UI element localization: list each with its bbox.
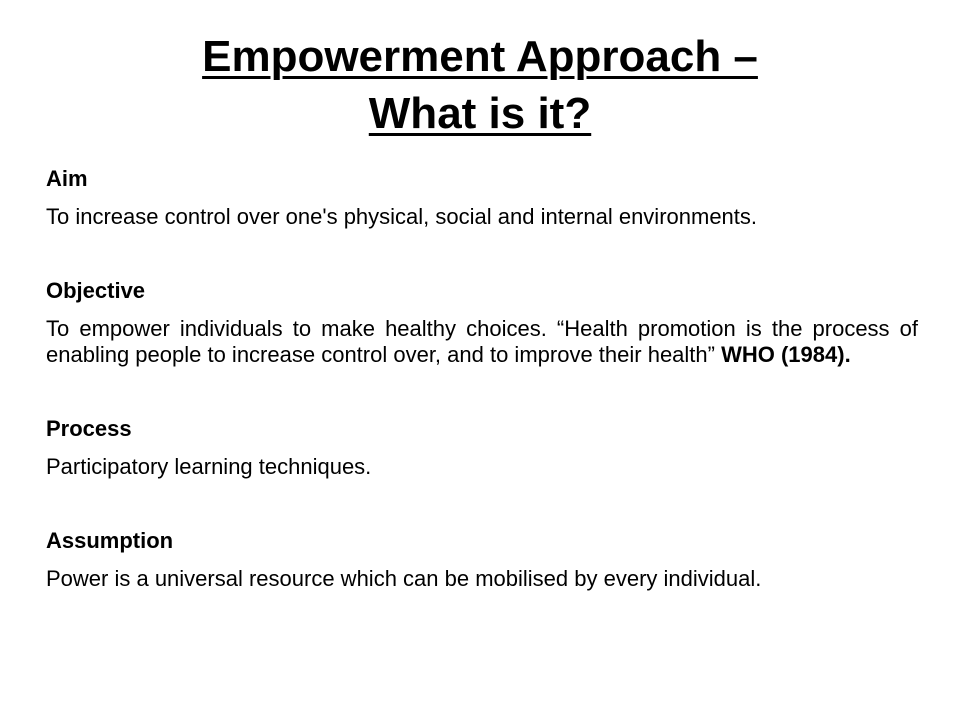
section-heading-objective: Objective <box>46 278 146 303</box>
section-aim <box>46 166 918 230</box>
section-body-aim: To increase control over one's physical, social and internal environments. <box>46 204 758 229</box>
who-citation: WHO (1984). <box>721 342 851 367</box>
slide-content <box>46 166 918 592</box>
section-heading-assumption: Assumption <box>46 528 174 553</box>
slide-title-line-1: Empowerment Approach – <box>202 32 758 81</box>
slide-title-line-2: What is it? <box>368 89 592 138</box>
slide-title <box>0 28 960 142</box>
section-assumption <box>46 528 918 592</box>
section-heading-aim: Aim <box>46 166 88 191</box>
objective-text: To empower individuals to make healthy choices. “Health promotion is the process of enabling people to increase control over, and to improve their health” <box>46 316 918 367</box>
section-body-assumption: Power is a universal resource which can be mobilised by every individual. <box>46 566 762 591</box>
section-objective <box>46 278 918 368</box>
section-body-process: Participatory learning techniques. <box>46 454 372 479</box>
section-process <box>46 416 918 480</box>
section-body-objective <box>46 316 918 368</box>
section-heading-process: Process <box>46 416 132 441</box>
